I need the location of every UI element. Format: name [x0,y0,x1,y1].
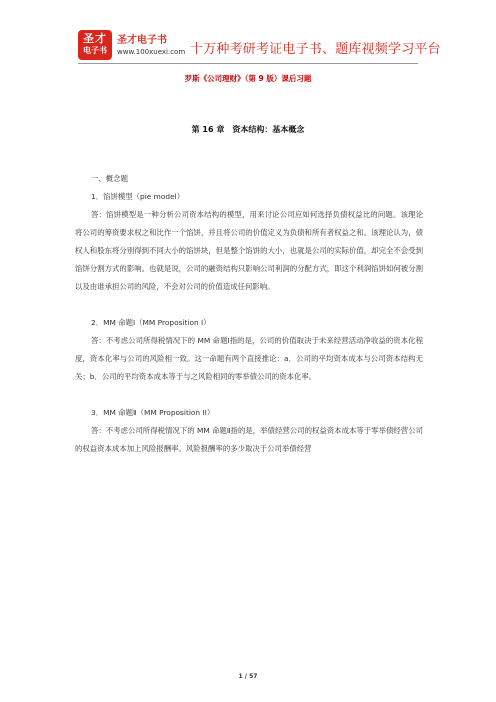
section-heading: 一、概念题 [91,174,128,183]
logo-text-bottom: 电子书 [83,46,107,55]
item-title: 2．MM 命题Ⅰ（MM Proposition I） [91,318,211,327]
brand-block [117,31,185,56]
header-divider [78,63,418,64]
brand-logo [78,30,112,60]
logo-text-top: 圣才 [83,32,107,45]
brand-name: 圣才电子书 [117,35,167,46]
document-title: 罗斯《公司理财》（第 9 版）课后习题 [184,74,312,83]
item-title: 1．馅饼模型（pie model） [91,192,185,201]
item-answer: 答：不考虑公司所得税情况下的 MM 命题Ⅰ指的是，公司的价值取决于未来经营活动净收益的资本化程度，资本化率与公司的风险相一致。这一命题有两个直接推论：a．公司的平均资本成本与公司资本结构无关；b．公司的平均资本成本等于与之风险相同的零举债公司的资本化率。 [75,336,423,381]
brand-url[interactable]: www.100xuexi.com [117,48,186,56]
item-answer: 答：馅饼模型是一种分析公司资本结构的模型，用来讨论公司应如何选择负债权益比的问题。该理论将公司的筹资要求权之和比作一个馅饼，并且将公司的价值定义为负债和所有者权益之和。该理论认为，债权人和股东将分别得到不同大小的馅饼块，但是整个馅饼的大小，也就是公司的实际价值，却完全不会受到馅饼分割方式的影响。也就是说，公司的融资结构只影响公司利润的分配方式，即这个利润馅饼如何被分割以及由谁承担公司的风险，不会对公司的价值造成任何影响。 [75,210,423,291]
item-answer: 答：不考虑公司所得税情况下的 MM 命题Ⅱ指的是，举债经营公司的权益资本成本等于零举债经营公司的权益资本成本加上风险报酬率。风险报酬率的多少取决于公司举债经营 [75,426,423,453]
header-slogan: 十万种考研考证电子书、题库视频学习平台 [190,42,441,57]
page-header [0,0,496,68]
document-body [75,170,423,458]
page-number: 1 / 57 [238,673,258,680]
item-title: 3．MM 命题Ⅱ（MM Proposition II） [91,408,215,417]
chapter-title: 第 16 章 资本结构：基本概念 [191,125,305,134]
